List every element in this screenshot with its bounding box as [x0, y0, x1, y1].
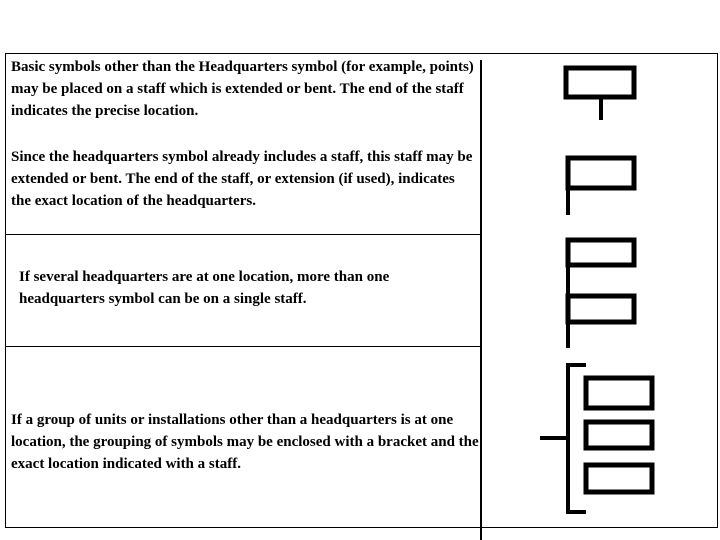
row-4-description: If a group of units or installations other than a headquarters is at one location, the grouping of symbols may be enclosed with a bracket and the exact location indicated with a staff.: [11, 412, 479, 472]
row-1-description: Basic symbols other than the Headquarters symbol (for example, points) may be placed on a staff which is extended or bent. The end of the staff indicates the precise location.: [11, 59, 474, 119]
bracketed-unit-group-with-staff-icon: [540, 365, 652, 512]
row-3-description: If several headquarters are at one location, more than one headquarters symbol can be on a single staff.: [19, 269, 390, 307]
row-2-description: Since the headquarters symbol already includes a staff, this staff may be extended or bent. The end of the staff, or extension (if used), indicates the exact location of the headquarters.: [11, 149, 473, 209]
unit-symbol-with-staff-icon: [566, 68, 634, 120]
headquarters-symbol-with-bent-staff-icon: [568, 158, 634, 215]
multiple-headquarters-single-staff-icon: [568, 240, 634, 348]
